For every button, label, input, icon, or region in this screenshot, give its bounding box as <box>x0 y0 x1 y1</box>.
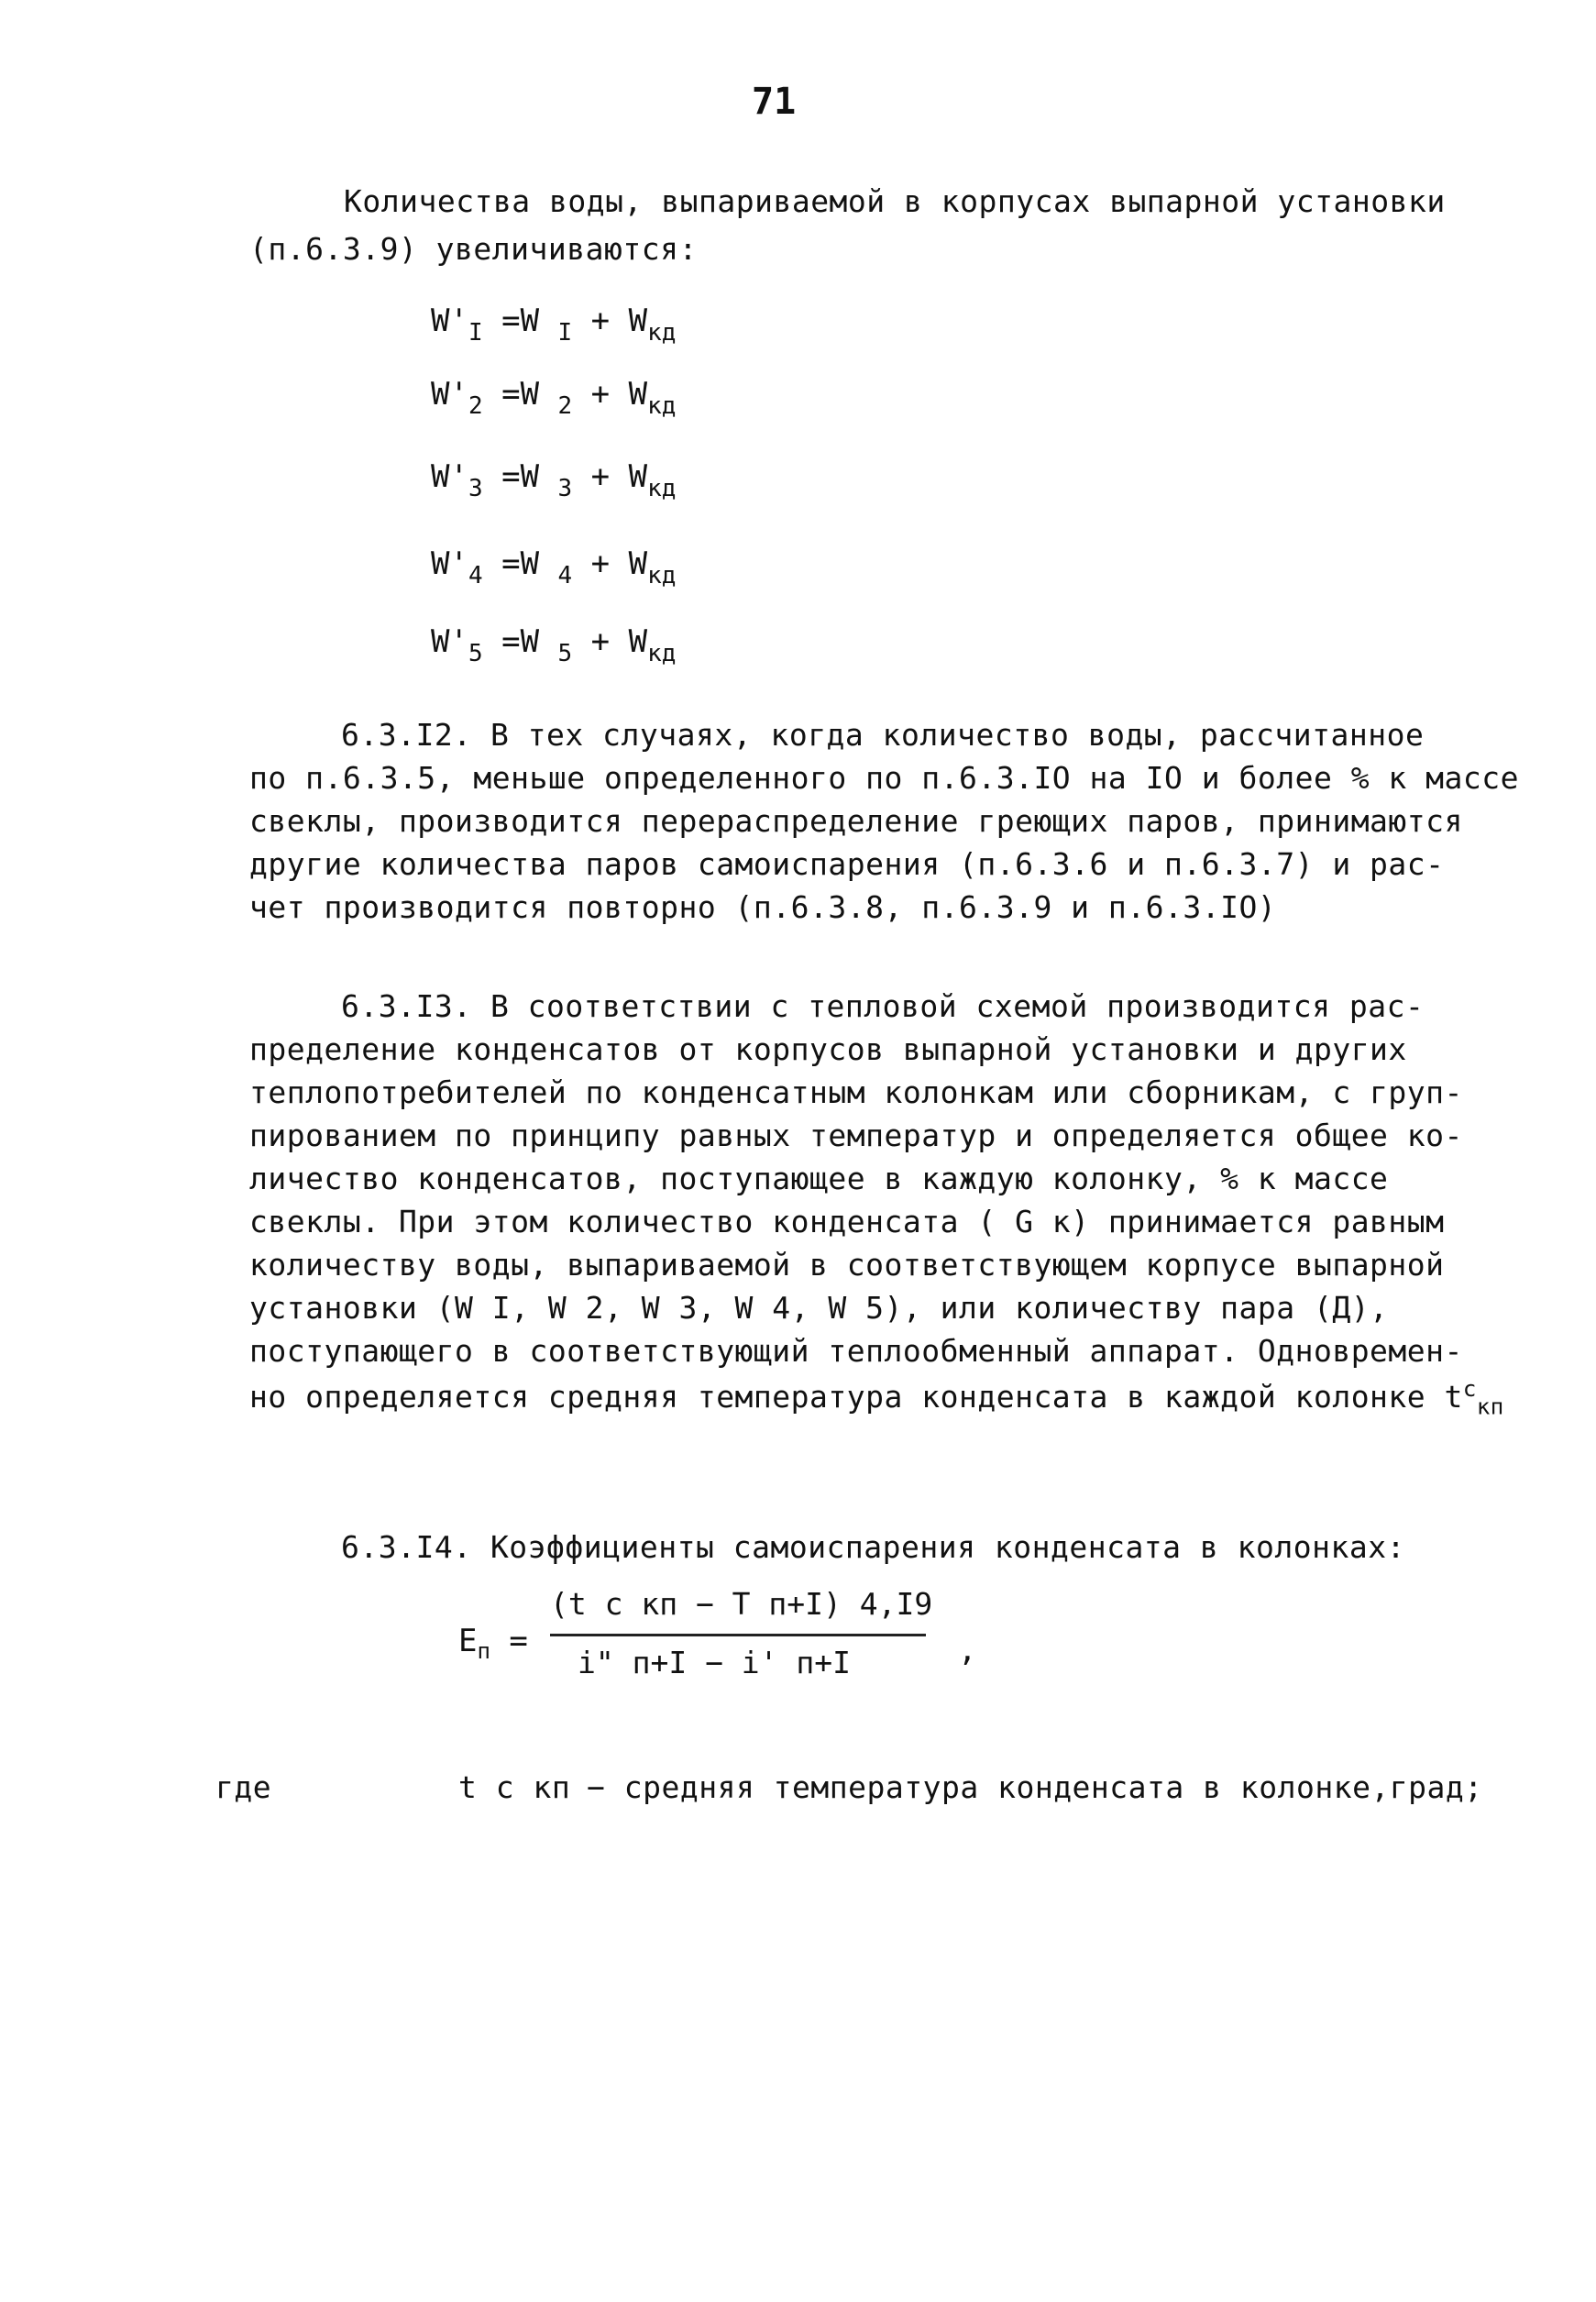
formula-equals: = <box>509 1623 528 1659</box>
eq-rhs-w: =W <box>501 545 540 582</box>
eq-rhs-index: 3 <box>557 475 573 502</box>
where-symbol: t c кп <box>458 1769 571 1805</box>
eq-rhs-index: 2 <box>557 392 573 420</box>
paragraph-line: 6.3.I2. В тех случаях, когда количество воды, рассчитанное <box>341 717 1425 753</box>
eq-lhs: W' <box>431 545 468 582</box>
eq-lhs-index: 5 <box>468 640 483 667</box>
eq-rhs-w: =W <box>501 376 540 413</box>
eq-sub: кд <box>647 475 677 502</box>
eq-plus: + W <box>590 303 648 339</box>
eq-lhs-index: I <box>468 319 483 347</box>
paragraph-line: теплопотребителей по конденсатным колонкам или сборникам, с груп- <box>249 1074 1463 1110</box>
paragraph-line: свеклы, производится перераспределение греющих паров, принимаются <box>249 803 1463 839</box>
paragraph-line: 6.3.I3. В соответствии с тепловой схемой производится рас- <box>341 988 1425 1024</box>
paragraph-6-3-14-heading: 6.3.I4. Коэффициенты самоиспарения конденсата в колонках: <box>341 1529 1405 1565</box>
tail-sup: c <box>1462 1376 1477 1402</box>
formula-denominator: i" п+I − i' п+I <box>578 1645 852 1680</box>
eq-rhs-w: =W <box>501 458 540 495</box>
paragraph-line: свеклы. При этом количество конденсата ( G к) принимается равным <box>249 1204 1445 1239</box>
tail-indices <box>1462 1376 1504 1420</box>
eq-lhs-index: 3 <box>468 475 483 502</box>
eq-sub: кд <box>647 640 677 667</box>
eq-lhs: W' <box>431 376 468 413</box>
paragraph-line: личество конденсатов, поступающее в каждую колонку, % к массе <box>249 1161 1389 1196</box>
intro-line-1: Количества воды, выпариваемой в корпусах выпарной установки <box>344 183 1446 219</box>
where-label: где <box>215 1769 272 1805</box>
equation-row <box>431 623 676 667</box>
tail-sub: кп <box>1476 1393 1504 1420</box>
formula-comma: , <box>958 1632 977 1669</box>
eq-lhs: W' <box>431 623 468 660</box>
eq-rhs-w: =W <box>501 303 540 339</box>
eq-lhs: W' <box>431 458 468 495</box>
eq-rhs-index: I <box>557 319 573 347</box>
where-definition: − средняя температура конденсата в колонке,град; <box>587 1769 1483 1805</box>
paragraph-line: чет производится повторно (п.6.3.8, п.6.3.9 и п.6.3.IO) <box>249 889 1277 925</box>
equation-row <box>431 458 676 502</box>
eq-sub: кд <box>647 392 677 420</box>
page-number: 71 <box>752 81 797 123</box>
eq-sub: кд <box>647 319 677 347</box>
paragraph-line: но определяется средняя температура конденсата в каждой колонке $t^c_{кп}$ <box>249 1376 1504 1420</box>
eq-lhs-index: 2 <box>468 392 483 420</box>
eq-lhs-index: 4 <box>468 562 483 589</box>
paragraph-line: количеству воды, выпариваемой в соответствующем корпусе выпарной <box>249 1247 1445 1283</box>
equation-row <box>431 303 676 347</box>
formula-numerator: (t c кп − T п+I) 4,I9 <box>550 1586 933 1622</box>
paragraph-line: установки (W I, W 2, W 3, W 4, W 5), или количеству пара (Д), <box>249 1290 1389 1326</box>
formula-self-evaporation <box>458 1586 977 1714</box>
formula-lhs-symbol: E <box>458 1623 478 1659</box>
fraction-bar <box>550 1634 926 1636</box>
eq-plus: + W <box>590 458 648 495</box>
eq-plus: + W <box>590 623 648 660</box>
equation-row <box>431 545 676 589</box>
eq-rhs-w: =W <box>501 623 540 660</box>
eq-sub: кд <box>647 562 677 589</box>
formula-lhs-sub: п <box>477 1637 490 1664</box>
paragraph-line: поступающего в соответствующий теплообменный аппарат. Одновремен- <box>249 1333 1463 1369</box>
paragraph-line: по п.6.3.5, меньше определенного по п.6.3.IO на IO и более % к массе <box>249 760 1520 796</box>
eq-plus: + W <box>590 376 648 413</box>
paragraph-line: пированием по принципу равных температур и определяется общее ко- <box>249 1118 1463 1153</box>
eq-lhs: W' <box>431 303 468 339</box>
intro-line-2: (п.6.3.9) увеличиваются: <box>249 231 698 267</box>
formula-lhs <box>458 1623 528 1664</box>
eq-plus: + W <box>590 545 648 582</box>
eq-rhs-index: 5 <box>557 640 573 667</box>
equation-row <box>431 376 676 420</box>
paragraph-line: другие количества паров самоиспарения (п.6.3.6 и п.6.3.7) и рас- <box>249 846 1445 882</box>
eq-rhs-index: 4 <box>557 562 573 589</box>
paragraph-line: пределение конденсатов от корпусов выпарной установки и других <box>249 1031 1407 1067</box>
